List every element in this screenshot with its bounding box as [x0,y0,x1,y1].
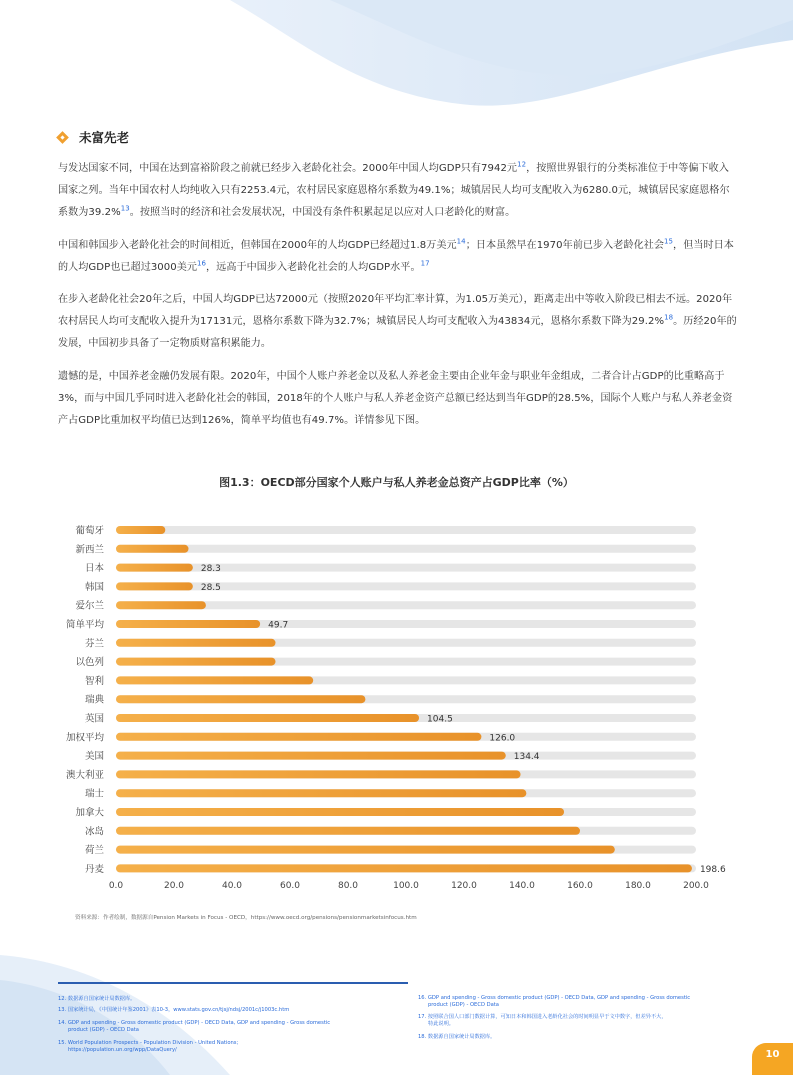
category-label: 芬兰 [84,638,104,650]
x-tick-label: 0.0 [108,881,124,892]
footnote-ref-16[interactable]: 16 [197,259,207,268]
category-label: 英国 [84,713,104,725]
bar-6 [116,620,260,628]
data-label: 126.0 [489,733,516,744]
data-label: 134.4 [513,752,540,763]
data-label: 104.5 [427,714,453,725]
category-label: 加权平均 [65,732,104,744]
x-tick-label: 180.0 [625,881,651,892]
bar-8 [116,658,276,666]
data-label: 198.6 [699,864,726,875]
x-tick-label: 100.0 [393,881,419,892]
x-tick-label: 40.0 [221,881,243,892]
category-label: 瑞士 [84,788,104,800]
data-label: 28.5 [200,582,221,593]
category-label: 澳大利亚 [65,769,104,781]
chart-source-note: 资料来源：作者绘制，数据源自Pension Markets in Focus - OECD，https://www.oecd.org/pensions/pensionmarketsinfocus.htm [75,915,417,921]
category-label: 丹麦 [84,863,104,875]
category-label: 冰岛 [84,826,104,838]
x-tick-label: 140.0 [509,881,535,892]
page-number: 10 [752,1043,793,1075]
x-tick-label: 60.0 [279,881,301,892]
category-label: 以色列 [75,657,104,669]
bar-9 [116,676,313,684]
footnote-ref-17[interactable]: 17 [420,259,430,268]
footnote-ref-14[interactable]: 14 [456,237,466,246]
x-tick-label: 120.0 [451,881,477,892]
chart-title: 图1.3：OECD部分国家个人账户与私人养老金总资产占GDP比率（%） [219,476,574,489]
category-label: 加拿大 [75,807,104,819]
bar-19 [116,864,692,872]
bar-10 [116,695,365,703]
category-label: 新西兰 [75,544,104,556]
bar-1 [116,526,165,534]
category-label: 韩国 [84,581,104,593]
footnote-ref-12[interactable]: 12 [517,160,527,169]
footnote-ref-15[interactable]: 15 [664,237,674,246]
category-label: 荷兰 [84,845,104,857]
bar-18 [116,846,615,854]
x-tick-label: 160.0 [567,881,593,892]
footnote-15: 15. World Population Prospects - Population Division - United Nations； https://population.un.org/wpp/DataQuery/ [58,1040,242,1053]
paragraph-3: 在步入老龄化社会20年之后，中国人均GDP已达72000元（按照2020年平均汇率计算，为1.05万美元），距离走出中等收入阶段已相去不远。2020年农村居民人均可支配收入提升为17131元，恩格尔系数下降为32.7%；城镇居民人均可支配收入为43834元，恩格尔系数下降为29.2%$^{18}$。历经20年的发展，中国初步具备了一定物质财富积累能力。 [58,294,737,349]
bar-17 [116,827,580,835]
bar-15 [116,789,526,797]
bar-2 [116,545,189,553]
footnote-ref-18[interactable]: 18 [664,313,674,322]
bar-3 [116,564,193,572]
bar-13 [116,752,506,760]
section-heading [58,128,129,146]
category-label: 简单平均 [65,619,104,631]
footnote-18: 18. 数据源自国家统计局数据库。 [418,1034,496,1040]
bar-7 [116,639,276,647]
x-tick-label: 200.0 [683,881,709,892]
category-label: 日本 [84,563,104,575]
bar-12 [116,733,481,741]
x-tick-label: 20.0 [163,881,185,892]
pension-assets-bar-chart [0,510,793,900]
category-label: 智利 [84,675,104,687]
category-label: 葡萄牙 [75,525,104,537]
paragraph-2: 中国和韩国步入老龄化社会的时间相近，但韩国在2000年的人均GDP已经超过1.8万美元$^{14}$；日本虽然早在1970年前已步入老龄化社会$^{15}$，但当时日本的人均GDP也已超过3000美元$^{16}$，远高于中国步入老龄化社会的人均GDP水平。$^{17}$ [58,237,734,273]
footnote-12: 12. 数据源自国家统计局数据库。 [58,996,136,1002]
category-label: 瑞典 [84,694,104,706]
footnote-ref-13[interactable]: 13 [120,204,130,213]
footnote-16: 16. GDP and spending - Gross domestic product (GDP) - OECD Data, GDP and spending - Gross domestic product (GDP) - OECD Data [418,995,691,1008]
bar-track [116,545,696,553]
data-label: 49.7 [268,620,289,631]
paragraph-4: 遗憾的是，中国养老金融仍发展有限。2020年，中国个人账户养老金以及私人养老金主要由企业年金与职业年金组成，二者合计占GDP的比重略高于3%，而与中国几乎同时进入老龄化社会的韩国，2018年的个人账户与私人养老金资产总额已经达到当年GDP的28.5%，国际个人账户与私人养老金资产占GDP比重加权平均值已达到126%，简单平均值也有49.7%。详情参见下图。 [58,371,733,426]
header-wave-decoration [0,0,793,140]
bar-track [116,526,696,534]
footnote-17: 17. 按照联合国人口部门数据计算，可知日本和韩国进入老龄化社会的时间明显早于文中数字，但差异不大， 特此说明。 [418,1014,667,1027]
x-tick-label: 80.0 [337,881,359,892]
footnote-13: 13. 国家统计局，《中国统计年鉴2001》表10-3，www.stats.gov.cn/tjsj/ndsj/2001c/j1003c.htm [58,1007,290,1013]
footnote-14: 14. GDP and spending - Gross domestic product (GDP) - OECD Data, GDP and spending - Gross domestic product (GDP) - OECD Data [58,1020,331,1033]
footer-wave-decoration [0,955,793,1075]
bar-4 [116,582,193,590]
footnote-divider [58,982,408,984]
section-title: 未富先老 [79,130,130,145]
bar-11 [116,714,419,722]
paragraph-1: 与发达国家不同，中国在达到富裕阶段之前就已经步入老龄化社会。2000年中国人均GDP只有7942元$^{12}$，按照世界银行的分类标准位于中等偏下收入国家之列。当年中国农村人均纯收入只有2253.4元，农村居民家庭恩格尔系数为49.1%；城镇居民人均可支配收入为6280.0元，城镇居民家庭恩格尔系数为39.2%$^{13}$。按照当时的经济和社会发展状况，中国没有条件积累起足以应对人口老龄化的财富。 [58,160,730,218]
bar-5 [116,601,206,609]
diamond-bullet-icon [56,131,69,144]
bar-16 [116,808,564,816]
data-label: 28.3 [200,564,221,575]
category-label: 美国 [84,751,104,763]
bar-14 [116,770,521,778]
category-label: 爱尔兰 [75,600,104,612]
